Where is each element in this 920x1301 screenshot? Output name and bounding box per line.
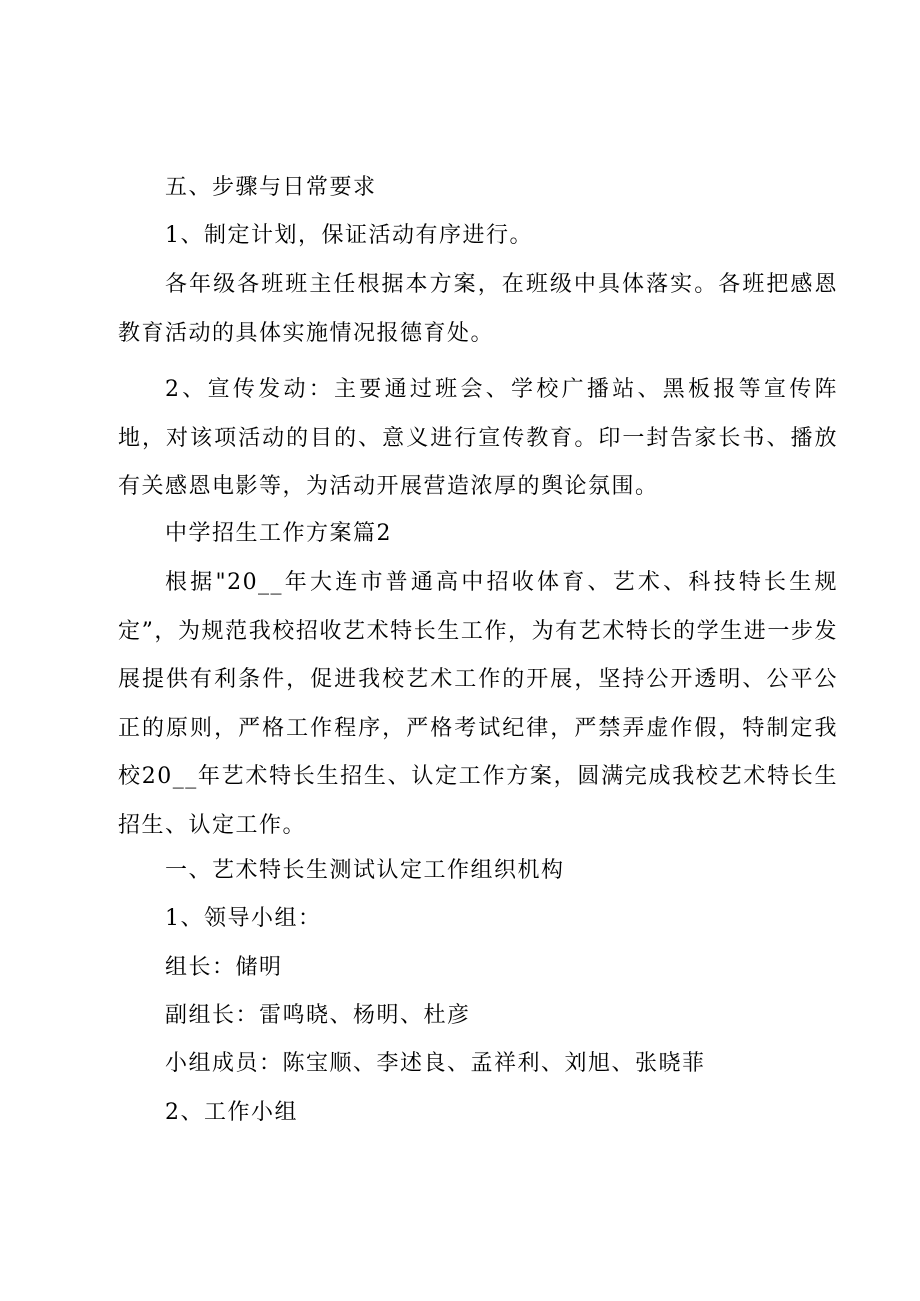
article-title-part-2: 中学招生工作方案篇2 [165, 521, 392, 546]
item-working-group: 2、工作小组 [165, 1100, 298, 1125]
paragraph-introduction: 根据"20__年大连市普通高中招收体育、艺术、科技特长生规定”，为规范我校招收艺术特长生工作，为有艺术特长的学生进一步发展提供有利条件，促进我校艺术工作的开展，坚持公开透明、公平公正的原则，严格工作程序，严格考试纪律，严禁弄虚作假，特制定我校20__年艺术特长生招生、认定工作方案，圆满完成我校艺术特长生招生、认定工作。 [118, 570, 838, 838]
group-members: 小组成员：陈宝顺、李述良、孟祥利、刘旭、张晓菲 [165, 1051, 706, 1076]
group-leader: 组长：储明 [165, 955, 283, 980]
item-publicity: 2、宣传发动：主要通过班会、学校广播站、黑板报等宣传阵地，对该项活动的目的、意义进行宣传教育。印一封告家长书、播放有关感恩电影等，为活动开展营造浓厚的舆论氛围。 [118, 377, 838, 499]
section-heading-organization: 一、艺术特长生测试认定工作组织机构 [165, 858, 565, 883]
item-leadership-group: 1、领导小组： [165, 906, 322, 931]
item-make-plan: 1、制定计划，保证活动有序进行。 [165, 223, 533, 248]
deputy-group-leaders: 副组长：雷鸣晓、杨明、杜彦 [165, 1003, 471, 1028]
section-heading-steps: 五、步骤与日常要求 [165, 175, 377, 200]
paragraph-class-implementation: 各年级各班班主任根据本方案，在班级中具体落实。各班把感恩教育活动的具体实施情况报德育处。 [118, 272, 838, 346]
